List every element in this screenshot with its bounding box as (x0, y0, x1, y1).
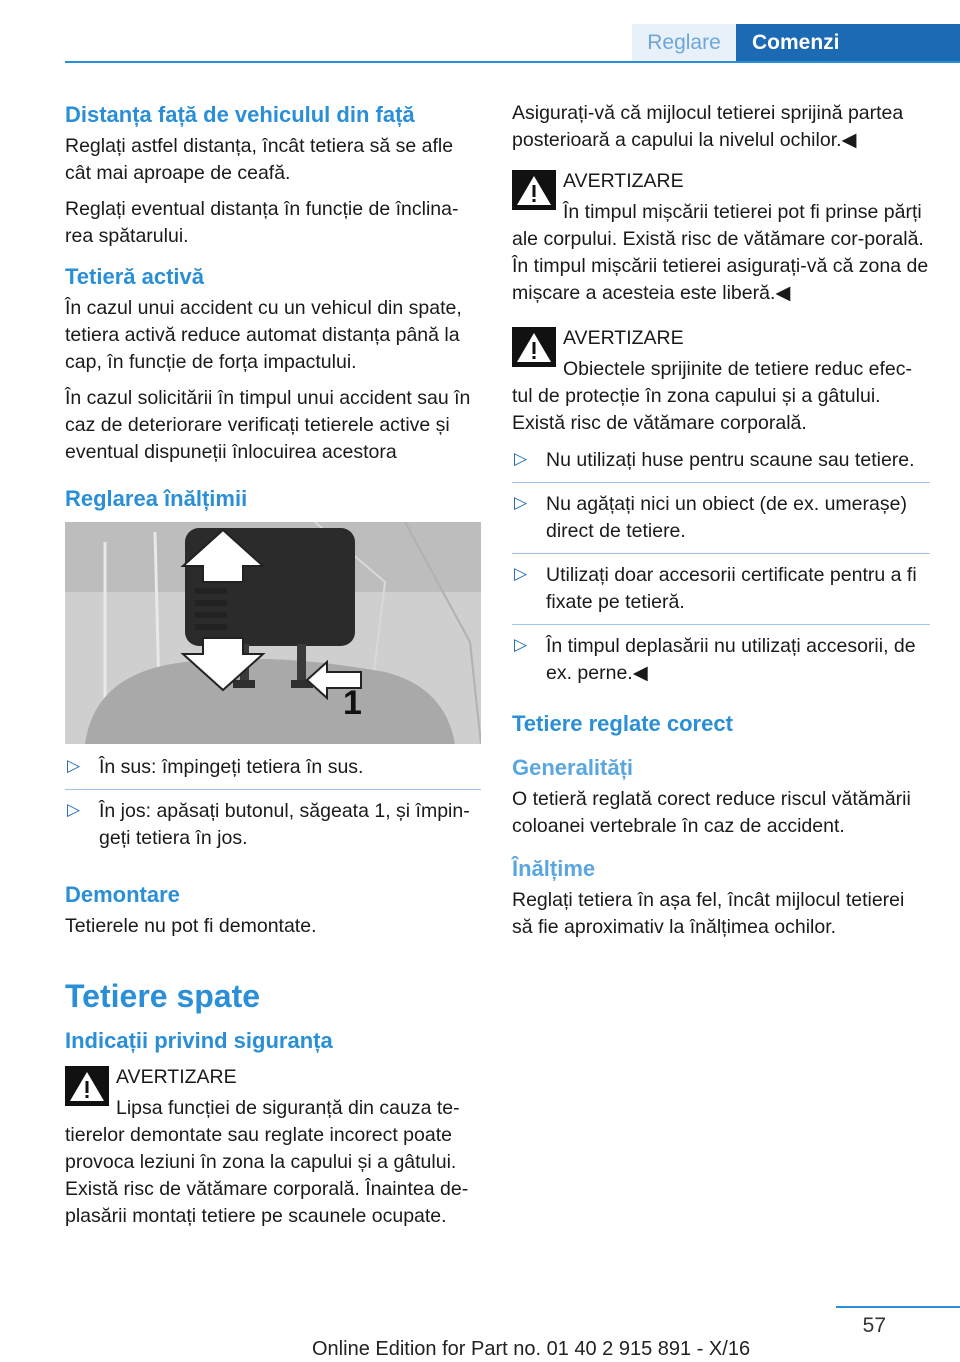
warning-icon (512, 327, 556, 367)
bullet-list (65, 754, 481, 860)
right-column (512, 100, 930, 950)
list-item: ▷ În timpul deplasării nu utilizați accesorii, de ex. perne.◀ (514, 635, 916, 684)
list-item: ▷ Nu utilizați huse pentru scaune sau tetiere. (512, 447, 930, 483)
paragraph: În cazul unui accident cu un vehicul din spate, tetiera activă reduce automat distanța până la cap, în funcție de forța impactului. (65, 297, 462, 373)
page-number: 57 (862, 1314, 886, 1337)
warning-icon (65, 1066, 109, 1106)
left-column (65, 100, 481, 1240)
warning-block (512, 168, 930, 307)
heading-active-headrest: Tetieră activă (65, 264, 205, 289)
tab-section[interactable]: Reglare (632, 24, 736, 62)
list-item: ▷ În jos: apăsați butonul, săgeata 1, și împin‐geți tetiera în jos. (67, 800, 470, 849)
paragraph: Reglați astfel distanța, încât tetiera să se afle cât mai aproape de ceafă. (65, 135, 454, 184)
triangle-bullet-icon: ▷ (67, 800, 81, 819)
triangle-bullet-icon: ▷ (514, 635, 528, 654)
triangle-bullet-icon: ▷ (514, 493, 528, 512)
heading-distance: Distanța față de vehiculul din față (65, 102, 415, 127)
heading-safety: Indicații privind siguranța (65, 1028, 333, 1053)
list-item: ▷ Nu agățați nici un obiect (de ex. umerașe) direct de tetiere. (512, 491, 930, 554)
list-item: ▷ Utilizați doar accesorii certificate pentru a fi fixate pe tetieră. (512, 562, 930, 625)
heading-height: Înălțime (512, 856, 596, 881)
figure-callout-label: 1 (343, 684, 362, 722)
heading-removal: Demontare (65, 882, 180, 907)
heading-height-adjust: Reglarea înălțimii (65, 486, 248, 511)
warning-text: Lipsa funcției de siguranță din cauza te‐tierelor demontate sau reglate incorect poate provoca leziuni în zona la capului și a gâtului. Există risc de vătămare corporală. Înaintea de‐plasării montați tetiere pe scaunele ocupate. (65, 1097, 469, 1227)
heading-general: Generalități (512, 755, 634, 780)
warning-block (512, 325, 930, 437)
triangle-bullet-icon: ▷ (67, 756, 81, 775)
heading-correct-headrests: Tetiere reglate corect (512, 711, 733, 736)
warning-block (65, 1064, 481, 1230)
triangle-bullet-icon: ▷ (514, 564, 528, 583)
warning-text: În timpul mișcării tetierei pot fi prinse părți ale corpului. Există risc de vătămare cor‐porală. În timpul mișcării tetierei asigurați-vă că zona de mișcare a acesteia este liberă.◀ (512, 201, 929, 304)
paragraph: Tetierele nu pot fi demontate. (65, 915, 317, 937)
edition-note: Online Edition for Part no. 01 40 2 915 891 - X/16 (312, 1338, 751, 1360)
footer-rule (836, 1306, 960, 1308)
paragraph: Reglați tetiera în așa fel, încât mijlocul tetierei să fie aproximativ la înălțimea ochilor. (512, 889, 905, 938)
warning-title: AVERTIZARE (116, 1066, 237, 1088)
paragraph: Reglați eventual distanța în funcție de înclina‐rea spătarului. (65, 198, 459, 247)
triangle-bullet-icon: ▷ (514, 449, 528, 468)
paragraph: O tetieră reglată corect reduce riscul vătămării coloanei vertebrale în caz de accident. (512, 788, 911, 837)
headrest-figure (65, 522, 481, 744)
bullet-list (512, 447, 930, 695)
warning-text: Obiectele sprijinite de tetiere reduc efec‐tul de protecție în zona capului și a gâtului. Există risc de vătămare corporală. (512, 358, 913, 434)
tab-chapter[interactable]: Comenzi (736, 24, 960, 62)
paragraph: Asigurați-vă că mijlocul tetierei sprijină partea posterioară a capului la nivelul ochilor.◀ (512, 102, 904, 151)
warning-title: AVERTIZARE (563, 327, 684, 349)
warning-title: AVERTIZARE (563, 170, 684, 192)
list-item: ▷ În sus: împingeți tetiera în sus. (65, 754, 481, 790)
warning-icon (512, 170, 556, 210)
headrest-illustration (65, 522, 481, 744)
paragraph: În cazul solicitării în timpul unui accident sau în caz de deteriorare verificați tetierele active și eventual dispuneții înlocuirea acestora (65, 387, 471, 463)
heading-rear-headrests: Tetiere spate (65, 978, 261, 1014)
header-rule (65, 61, 960, 63)
